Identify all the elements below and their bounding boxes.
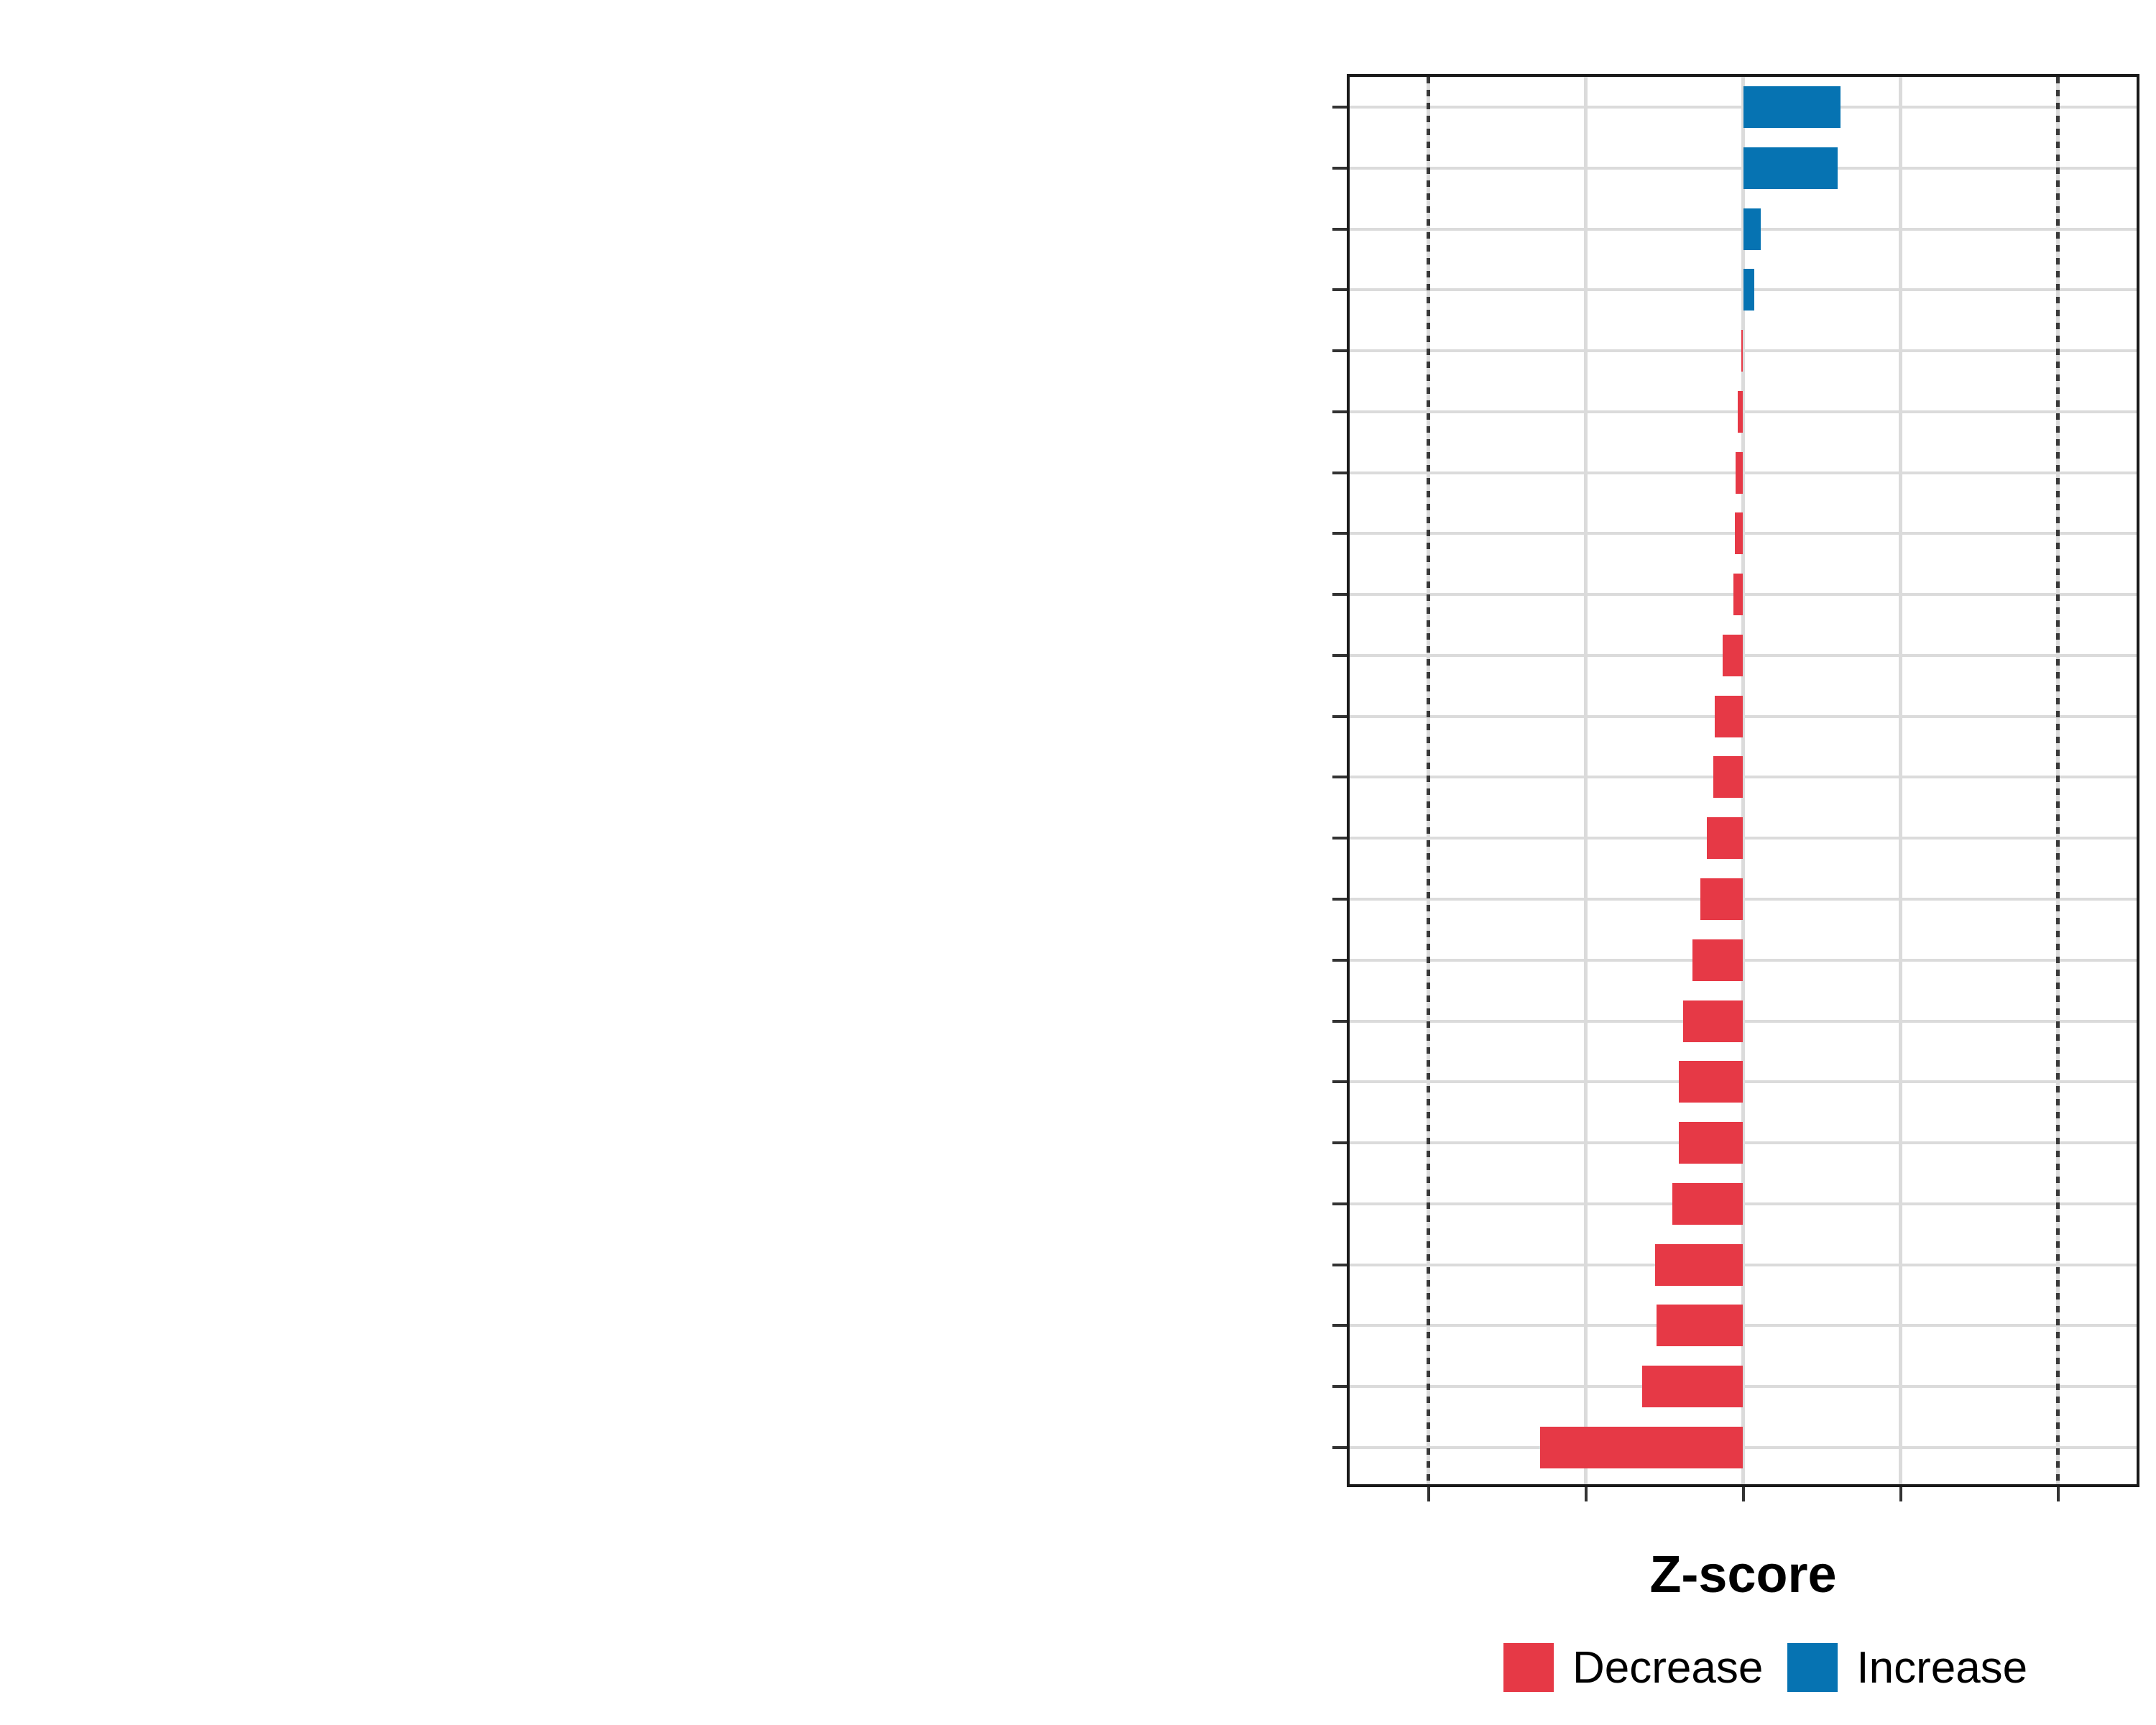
bar-I — [1736, 452, 1743, 494]
bar-T — [1738, 391, 1743, 433]
legend-item-increase — [1787, 1642, 2027, 1693]
y-axis-tick — [1332, 1080, 1350, 1083]
bar-Z — [1735, 512, 1743, 554]
y-gridline — [1350, 1202, 2137, 1205]
y-axis-tick — [1332, 1446, 1350, 1449]
y-gridline — [1350, 898, 2137, 901]
legend-key-decrease — [1503, 1643, 1554, 1692]
y-axis-tick — [1332, 1264, 1350, 1266]
legend — [1503, 1642, 2027, 1693]
y-gridline — [1350, 1264, 2137, 1266]
y-axis-tick — [1332, 532, 1350, 535]
y-gridline — [1350, 349, 2137, 352]
y-axis-tick — [1332, 472, 1350, 474]
y-axis-tick — [1332, 715, 1350, 718]
legend-label: Increase — [1856, 1642, 2028, 1693]
legend-key-increase — [1787, 1643, 1838, 1692]
bar-H — [1672, 1183, 1743, 1225]
bar-O — [1692, 939, 1743, 981]
bar-M — [1723, 635, 1743, 676]
bar-U — [1700, 878, 1743, 920]
y-axis-tick — [1332, 288, 1350, 291]
y-axis-tick — [1332, 106, 1350, 109]
y-gridline — [1350, 1324, 2137, 1327]
bar-K — [1679, 1061, 1743, 1103]
y-axis-tick — [1332, 654, 1350, 657]
bar-J — [1741, 330, 1743, 372]
y-gridline — [1350, 1385, 2137, 1388]
bar-P — [1715, 696, 1743, 737]
y-gridline — [1350, 1141, 2137, 1144]
y-gridline — [1350, 715, 2137, 718]
y-gridline — [1350, 532, 2137, 535]
y-gridline — [1350, 410, 2137, 413]
y-gridline — [1350, 776, 2137, 778]
legend-label: Decrease — [1572, 1642, 1764, 1693]
y-gridline — [1350, 1080, 2137, 1083]
y-gridline — [1350, 593, 2137, 596]
bar-Q — [1679, 1122, 1743, 1164]
y-axis-tick — [1332, 228, 1350, 231]
y-axis-tick — [1332, 837, 1350, 840]
bar-C — [1707, 817, 1743, 859]
y-gridline — [1350, 654, 2137, 657]
x-axis-title: Z-score — [1649, 1546, 1837, 1604]
dotted-reference-line — [2056, 77, 2060, 1484]
y-axis-tick — [1332, 898, 1350, 901]
y-axis-tick — [1332, 410, 1350, 413]
bar-V — [1657, 1305, 1743, 1346]
bar-G — [1733, 574, 1743, 615]
y-axis-tick — [1332, 349, 1350, 352]
y-gridline — [1350, 472, 2137, 474]
y-gridline — [1350, 1020, 2137, 1023]
dotted-reference-line — [1427, 77, 1430, 1484]
y-axis-tick — [1332, 167, 1350, 170]
bar-B — [1713, 756, 1743, 798]
bar-S — [1743, 208, 1761, 250]
bar-L — [1743, 86, 1841, 128]
bar-D — [1743, 147, 1838, 189]
legend-item-decrease — [1503, 1642, 1763, 1693]
y-gridline — [1350, 959, 2137, 962]
y-gridline — [1350, 837, 2137, 840]
x-axis-tick — [1899, 1484, 1902, 1501]
x-axis-tick — [1742, 1484, 1745, 1501]
bar-F — [1655, 1244, 1743, 1286]
x-axis-tick — [2057, 1484, 2060, 1501]
y-axis-tick — [1332, 1020, 1350, 1023]
bar-W — [1642, 1366, 1743, 1407]
y-axis-tick — [1332, 1385, 1350, 1388]
bar-E — [1743, 269, 1754, 310]
y-axis-tick — [1332, 959, 1350, 962]
bar-N — [1683, 1000, 1743, 1042]
y-axis-tick — [1332, 1202, 1350, 1205]
x-axis-tick — [1585, 1484, 1588, 1501]
x-axis-tick — [1427, 1484, 1430, 1501]
y-axis-tick — [1332, 1324, 1350, 1327]
bar-A — [1540, 1427, 1743, 1468]
y-axis-tick — [1332, 1141, 1350, 1144]
y-axis-tick — [1332, 776, 1350, 778]
y-axis-tick — [1332, 593, 1350, 596]
y-gridline — [1350, 1446, 2137, 1449]
